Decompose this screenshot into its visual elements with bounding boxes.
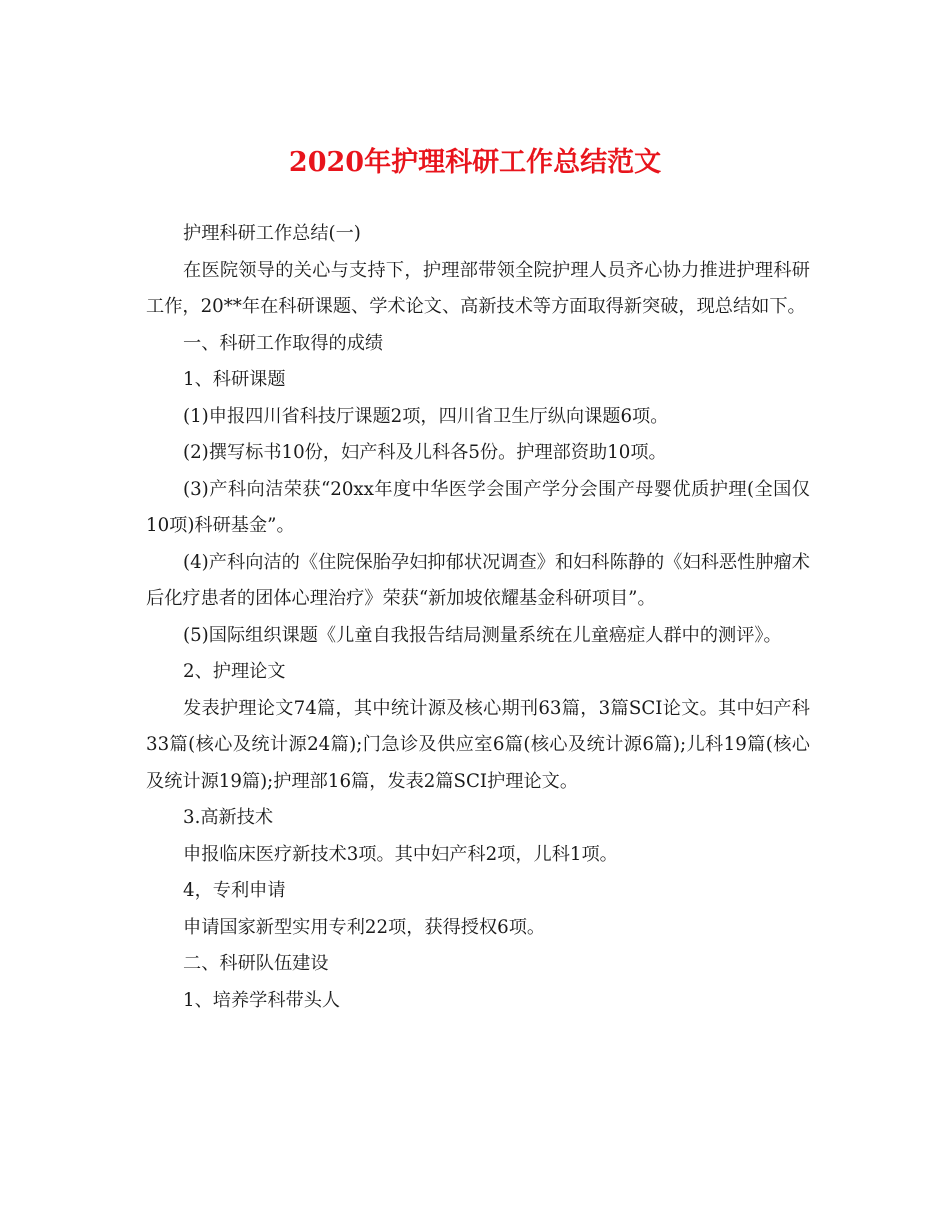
body-paragraph: 在医院领导的关心与支持下，护理部带领全院护理人员齐心协力推进护理科研工作，20**年在科研课题、学术论文、高新技术等方面取得新突破，现总结如下。	[146, 259, 810, 317]
subsection-heading: 1、培养学科带头人	[183, 989, 341, 1011]
body-paragraph: (3)产科向洁荣获“20xx年度中华医学会围产学分会围产母婴优质护理(全国仅10项)科研基金”。	[146, 478, 810, 536]
body-paragraph: (2)撰写标书10份，妇产科及儿科各5份。护理部资助10项。	[183, 442, 667, 463]
section-heading: 护理科研工作总结(一)	[183, 223, 361, 244]
document-body	[146, 216, 810, 1019]
body-paragraph: (1)申报四川省科技厅课题2项，四川省卫生厅纵向课题6项。	[183, 405, 669, 427]
subsection-heading: 1、科研课题	[183, 369, 286, 390]
section-heading: 二、科研队伍建设	[183, 953, 329, 974]
body-paragraph: (5)国际组织课题《儿童自我报告结局测量系统在儿童癌症人群中的测评》。	[183, 624, 782, 646]
body-paragraph: 发表护理论文74篇，其中统计源及核心期刊63篇，3篇SCI论文。其中妇产科33篇(核心及统计源24篇);门急诊及供应室6篇(核心及统计源6篇);儿科19篇(核心及统计源19篇);护理部16篇，发表2篇SCI护理论文。	[146, 697, 810, 792]
subsection-heading: 4，专利申请	[183, 880, 286, 901]
body-paragraph: 申请国家新型实用专利22项，获得授权6项。	[183, 916, 546, 938]
body-paragraph: 申报临床医疗新技术3项。其中妇产科2项，儿科1项。	[183, 843, 618, 865]
section-heading: 一、科研工作取得的成绩	[183, 332, 384, 354]
subsection-heading: 2、护理论文	[183, 661, 286, 682]
subsection-heading: 3.高新技术	[183, 807, 274, 828]
body-paragraph: (4)产科向洁的《住院保胎孕妇抑郁状况调查》和妇科陈静的《妇科恶性肿瘤术后化疗患者的团体心理治疗》荣获“新加坡依耀基金科研项目”。	[146, 551, 810, 609]
document-title: 2020年护理科研工作总结范文	[288, 147, 662, 178]
